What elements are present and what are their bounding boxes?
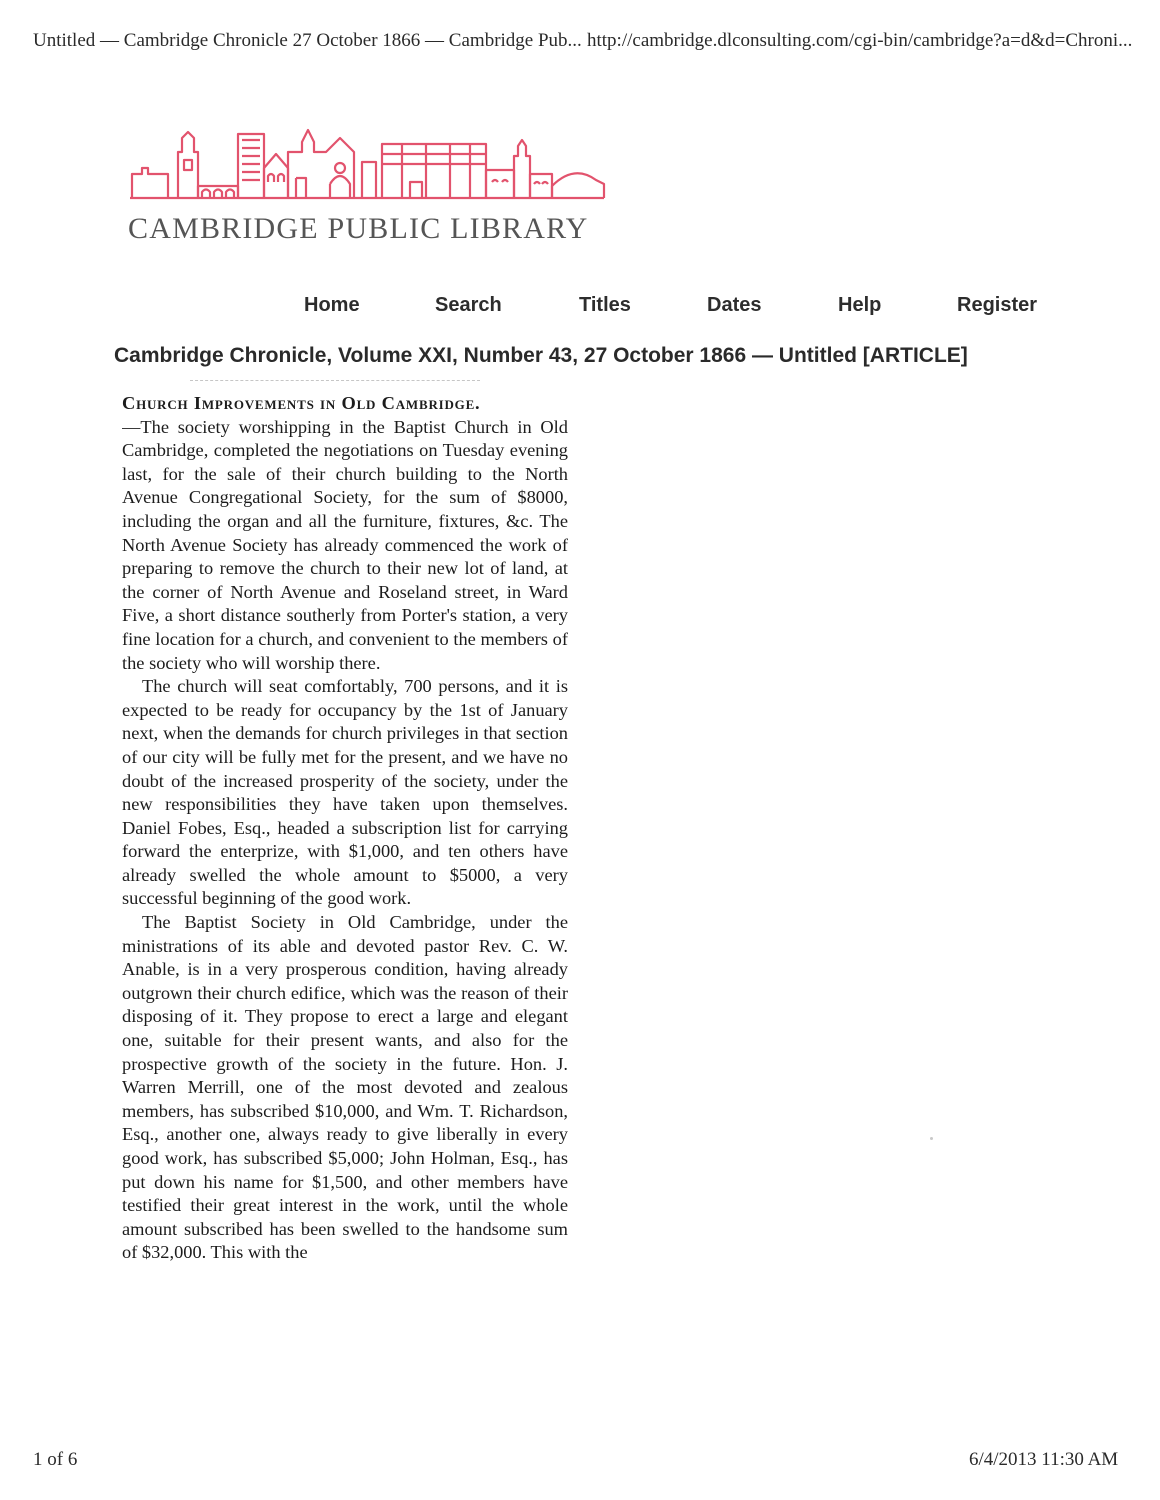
nav-register[interactable]: Register (957, 294, 1038, 316)
article-text (122, 392, 568, 1406)
nav-help[interactable]: Help (838, 294, 882, 316)
document-title: Cambridge Chronicle, Volume XXI, Number 43, 27 October 1866 — Untitled [ARTICLE] (114, 344, 968, 367)
print-header (0, 28, 1160, 56)
article-paragraph-2: The church will seat comfortably, 700 persons, and it is expected to be ready for occupancy by the 1st of January next, when the demands for church privileges in that section of our city will be fully met for the present, and we have no doubt of the increased prosperity of the society, under the new responsibilities they have taken upon themselves. Daniel Fobes, Esq., headed a subscription list for carrying forward the enterprize, with $1,000, and ten others have already swelled the whole amount to $5000, a very successful beginning of the good work. (122, 676, 568, 909)
nav-dates[interactable]: Dates (707, 294, 762, 316)
article-headline: Church Improvements in Old Cambridge. (122, 393, 481, 413)
article-paragraph-3: The Baptist Society in Old Cambridge, under the ministrations of its able and devoted pastor Rev. C. W. Anable, is in a very prosperous condition, having already outgrown their church edifice, which was the reason of their disposing of it. They propose to erect a large and elegant one, suitable for their present wants, and also for the prospective growth of the society in the future. Hon. J. Warren Merrill, one of the most devoted and zealous members, has subscribed $10,000, and Wm. T. Richardson, Esq., another one, always ready to give liberally in every good work, has subscribed $5,000; John Holman, Esq., has put down his name for $1,500, and other members have testified their great interest in the work, until the whole amount subscribed has been swelled to the handsome sum of $32,000. This with the (122, 912, 568, 1263)
main-nav (0, 294, 1160, 324)
print-footer (0, 1447, 1160, 1475)
article-paragraph-1 (122, 392, 568, 675)
print-page-title: Untitled — Cambridge Chronicle 27 October 1866 — Cambridge Pub... (33, 30, 582, 51)
article-divider (190, 380, 480, 381)
nav-home[interactable]: Home (304, 294, 360, 316)
library-logo-text: CAMBRIDGE PUBLIC LIBRARY (128, 212, 589, 245)
print-datetime: 6/4/2013 11:30 AM (969, 1449, 1119, 1470)
nav-titles[interactable]: Titles (579, 294, 631, 316)
print-page-url: http://cambridge.dlconsulting.com/cgi-bin/cambridge?a=d&d=Chroni... (587, 30, 1133, 51)
print-page-number: 1 of 6 (33, 1449, 78, 1470)
nav-search[interactable]: Search (435, 294, 502, 316)
library-logo[interactable] (126, 124, 610, 254)
library-skyline-icon (126, 124, 610, 214)
scan-artifact (930, 1137, 933, 1140)
article-paragraph-1-text: —The society worshipping in the Baptist Church in Old Cambridge, completed the negotiations on Tuesday evening last, for the sale of their church building to the North Avenue Congregational Society, for the sum of $8000, including the organ and all the furniture, fixtures, &c. The North Avenue Society has already commenced the work of preparing to remove the church to their new lot of land, at the corner of North Avenue and Roseland street, in Ward Five, a short distance southerly from Porter's station, a very fine location for a church, and convenient to the members of the society who will worship there. (122, 416, 568, 673)
